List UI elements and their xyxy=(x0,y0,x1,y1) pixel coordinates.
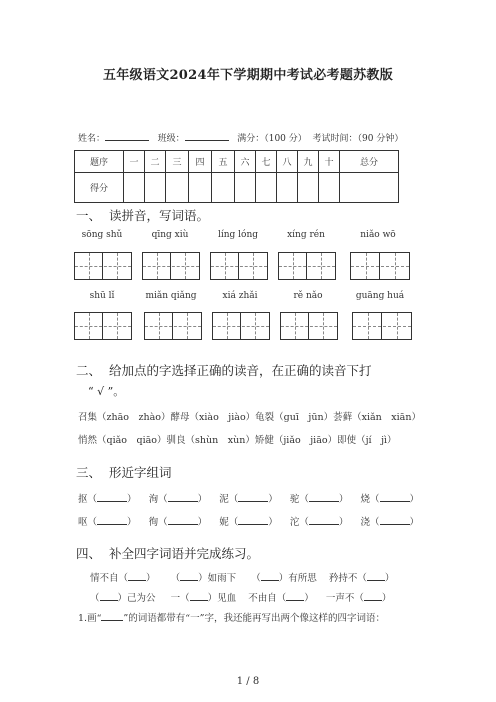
section-number: 三、 xyxy=(76,465,102,480)
answer-blank[interactable] xyxy=(168,492,198,502)
score-cell[interactable] xyxy=(277,173,298,203)
idiom-text: 一（ xyxy=(170,593,190,604)
writing-box[interactable] xyxy=(212,312,270,340)
score-cell[interactable] xyxy=(166,173,189,203)
table-header-cell: 六 xyxy=(235,151,256,173)
table-header-cell: 一 xyxy=(124,151,145,173)
table-header-cell: 十 xyxy=(319,151,340,173)
idiom-text: 不由自（ xyxy=(248,593,287,604)
writing-box[interactable] xyxy=(280,312,338,340)
pinyin-label: shū lǐ xyxy=(89,291,115,301)
score-cell[interactable] xyxy=(319,173,340,203)
char-label: 驼 xyxy=(289,494,300,505)
char-label: 沱 xyxy=(289,517,300,528)
pronunciation-item[interactable]: 酵母（xiào jiào） xyxy=(170,412,256,423)
idiom-row-2 xyxy=(90,590,391,604)
char-pair-row-2: 呕（ ） 徇（ ） 妮（ ） 沱（ ） 浇（ ） xyxy=(78,517,420,528)
score-cell[interactable] xyxy=(235,173,256,203)
pronunciation-line-1 xyxy=(78,409,421,423)
score-table-header-row xyxy=(75,151,399,173)
table-header-cell: 八 xyxy=(277,151,298,173)
idiom-text: ）有所思 xyxy=(278,573,317,584)
pinyin-label: qīng xiù xyxy=(151,230,189,240)
char-label: 烧 xyxy=(360,494,371,505)
score-cell[interactable] xyxy=(212,173,235,203)
writing-box[interactable] xyxy=(142,252,200,280)
writing-box[interactable] xyxy=(352,312,412,340)
idiom-row-1 xyxy=(90,570,394,584)
idiom-text: ） xyxy=(146,573,156,584)
table-header-cell: 七 xyxy=(256,151,277,173)
pinyin-label: niǎo wō xyxy=(360,230,396,240)
pinyin-label: miǎn qiǎng xyxy=(145,291,197,301)
pronunciation-item[interactable]: 荟藓（xiǎn xiān） xyxy=(333,412,421,423)
underline-sample xyxy=(101,611,123,621)
char-label: 呕 xyxy=(78,517,88,528)
writing-box[interactable] xyxy=(74,252,132,280)
char-label: 洵 xyxy=(148,494,159,505)
idiom-text: （ xyxy=(251,573,261,584)
section-title: 补全四字词语并完成练习。 xyxy=(108,546,259,561)
section-3-heading xyxy=(76,463,171,481)
section-title: 给加点的字选择正确的读音，在正确的读音下打 xyxy=(108,363,372,378)
pronunciation-item[interactable]: 矫健（jiǎo jiāo） xyxy=(254,435,338,446)
pinyin-label: sōng shǔ xyxy=(81,230,123,240)
answer-blank[interactable] xyxy=(380,515,410,525)
name-blank xyxy=(105,131,149,141)
table-header-cell: 四 xyxy=(189,151,212,173)
writing-box[interactable] xyxy=(278,252,336,280)
idiom-text: 情不自（ xyxy=(90,573,129,584)
pronunciation-item[interactable]: 即使（jí jì） xyxy=(337,435,397,446)
char-label: 徇 xyxy=(148,517,159,528)
section-2-heading xyxy=(76,361,371,379)
section-1-heading xyxy=(76,206,209,224)
writing-box[interactable] xyxy=(210,252,268,280)
section-number: 四、 xyxy=(76,546,102,561)
pronunciation-item[interactable]: 召集（zhāo zhào） xyxy=(78,412,171,423)
answer-blank[interactable] xyxy=(286,591,304,601)
idiom-text: ） xyxy=(304,593,314,604)
answer-blank[interactable] xyxy=(97,492,127,502)
pronunciation-item[interactable]: 驯良（shùn xùn） xyxy=(166,435,255,446)
student-info-line xyxy=(78,131,403,144)
score-cell[interactable] xyxy=(145,173,166,203)
pinyin-label: xiá zhǎi xyxy=(222,291,258,301)
table-header-cell: 二 xyxy=(145,151,166,173)
char-label: 抠 xyxy=(78,494,88,505)
pronunciation-item[interactable]: 悄然（qiǎo qiāo） xyxy=(78,435,167,446)
writing-box[interactable] xyxy=(74,312,132,340)
answer-blank[interactable] xyxy=(238,492,268,502)
table-header-cell: 三 xyxy=(166,151,189,173)
char-label: 妮 xyxy=(219,517,229,528)
page-number: 1 / 8 xyxy=(236,676,260,687)
section-title: 形近字组词 xyxy=(108,465,172,480)
score-cell[interactable] xyxy=(189,173,212,203)
idiom-text: 一声不（ xyxy=(325,593,364,604)
full-score-label: 满分：（100 分） xyxy=(237,134,307,144)
pinyin-label: líng lóng xyxy=(217,230,259,240)
question-text: ”的词语都带有“一”字，我还能再写出两个像这样的四字词语： xyxy=(123,613,385,624)
idiom-text: ） xyxy=(384,573,395,584)
table-header-cell: 九 xyxy=(298,151,319,173)
page-title: 五年级语文2024年下学期期中考试必考题苏教版 xyxy=(102,68,394,83)
char-label: 浇 xyxy=(360,517,371,528)
exam-time-label: 考试时间：（90 分钟） xyxy=(312,134,404,144)
idiom-text: ）如雨下 xyxy=(198,573,237,584)
section-title: 读拼音，写词语。 xyxy=(108,208,209,223)
table-header-cell: 五 xyxy=(212,151,235,173)
section-number: 一、 xyxy=(76,208,102,223)
score-cell[interactable] xyxy=(124,173,145,203)
writing-box[interactable] xyxy=(350,252,410,280)
idiom-text: ）己为公 xyxy=(117,593,156,604)
pinyin-label: rě nǎo xyxy=(293,291,323,301)
score-cell[interactable] xyxy=(340,173,399,203)
answer-blank[interactable] xyxy=(309,492,339,502)
score-row-label: 得分 xyxy=(75,173,124,203)
answer-blank[interactable] xyxy=(190,591,208,601)
question-1 xyxy=(78,610,385,624)
answer-blank[interactable] xyxy=(364,591,382,601)
answer-blank[interactable] xyxy=(128,571,146,581)
answer-blank[interactable] xyxy=(180,571,198,581)
answer-blank[interactable] xyxy=(309,515,339,525)
name-label: 姓名： xyxy=(78,134,106,144)
answer-blank[interactable] xyxy=(367,571,385,581)
idiom-text: （ xyxy=(170,573,181,584)
score-cell[interactable] xyxy=(298,173,319,203)
idiom-text: ） xyxy=(381,593,392,604)
table-header-cell: 题序 xyxy=(75,151,124,173)
pronunciation-item[interactable]: 龟裂（guī jūn） xyxy=(255,412,334,423)
answer-blank[interactable] xyxy=(261,571,279,581)
idiom-text: （ xyxy=(90,593,100,604)
idiom-text: 矜持不（ xyxy=(328,573,367,584)
class-blank xyxy=(185,131,229,141)
answer-blank[interactable] xyxy=(380,492,410,502)
score-table xyxy=(74,150,399,203)
score-cell[interactable] xyxy=(256,173,277,203)
idiom-text: ）见血 xyxy=(207,593,237,604)
answer-blank[interactable] xyxy=(97,515,127,525)
writing-box[interactable] xyxy=(144,312,202,340)
pinyin-label: guāng huá xyxy=(355,291,405,301)
section-number: 二、 xyxy=(76,363,102,378)
char-pair-row-1: 抠（ ） 洵（ ） 泥（ ） 驼（ ） 烧（ ） xyxy=(78,494,420,505)
score-table-row xyxy=(75,173,399,203)
char-label: 泥 xyxy=(219,494,229,505)
answer-blank[interactable] xyxy=(168,515,198,525)
table-header-cell: 总分 xyxy=(340,151,399,173)
class-label: 班级： xyxy=(157,134,185,144)
pronunciation-line-2 xyxy=(78,432,397,446)
section-2-title-continued: “ √ ”。 xyxy=(88,385,125,398)
answer-blank[interactable] xyxy=(100,591,118,601)
question-text: 1.画“ xyxy=(78,613,102,624)
answer-blank[interactable] xyxy=(238,515,268,525)
section-4-heading xyxy=(76,544,259,562)
pinyin-label: xíng rén xyxy=(287,230,325,240)
